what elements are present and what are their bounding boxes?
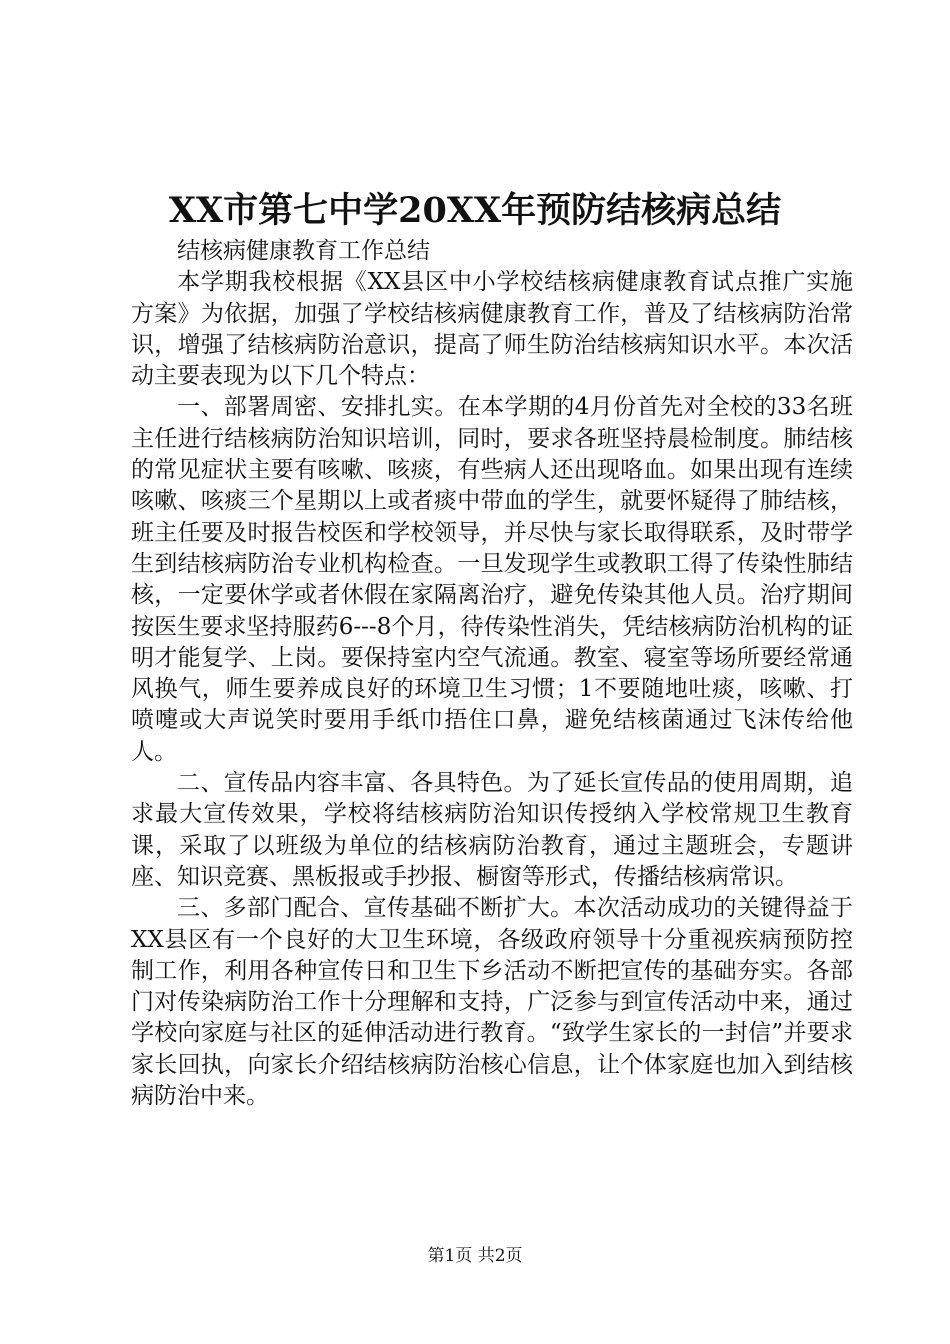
document-body bbox=[131, 236, 853, 1112]
section-three-paragraph: 三、多部门配合、宣传基础不断扩大。本次活动成功的关键得益于XX县区有一个良好的大卫生环境，各级政府领导十分重视疾病预防控制工作，利用各种宣传日和卫生下乡活动不断把宣传的基础夯实。各部门对传染病防治工作十分理解和支持，广泛参与到宣传活动中来，通过学校向家庭与社区的延伸活动进行教育。“致学生家长的一封信”并要求家长回执，向家长介绍结核病防治核心信息，让个体家庭也加入到结核病防治中来。 bbox=[131, 895, 853, 1110]
document-title: XX市第七中学20XX年预防结核病总结 bbox=[168, 190, 782, 231]
section-two-paragraph: 二、宣传品内容丰富、各具特色。为了延长宣传品的使用周期，追求最大宣传效果，学校将结核病防治知识传授纳入学校常规卫生教育课，采取了以班级为单位的结核病防治教育，通过主题班会，专题讲座、知识竞赛、黑板报或手抄报、橱窗等形式，传播结核病常识。 bbox=[131, 770, 853, 890]
intro-paragraph: 本学期我校根据《XX县区中小学校结核病健康教育试点推广实施方案》为依据，加强了学校结核病健康教育工作，普及了结核病防治常识，增强了结核病防治意识，提高了师生防治结核病知识水平。本次活动主要表现为以下几个特点： bbox=[131, 269, 853, 390]
section-one-paragraph: 一、部署周密、安排扎实。在本学期的4月份首先对全校的33名班主任进行结核病防治知识培训，同时，要求各班坚持晨检制度。肺结核的常见症状主要有咳嗽、咳痰，有些病人还出现咯血。如果出现有连续咳嗽、咳痰三个星期以上或者痰中带血的学生，就要怀疑得了肺结核，班主任要及时报告校医和学校领导，并尽快与家长取得联系，及时带学生到结核病防治专业机构检查。一旦发现学生或教职工得了传染性肺结核，一定要休学或者休假在家隔离治疗，避免传染其他人员。治疗期间按医生要求坚持服药6---8个月，待传染性消失，凭结核病防治机构的证明才能复学、上岗。要保持室内空气流通。教室、寝室等场所要经常通风换气，师生要养成良好的环境卫生习惯；1不要随地吐痰，咳嗽、打喷嚏或大声说笑时要用手纸巾捂住口鼻，避免结核菌通过飞沫传给他人。 bbox=[131, 394, 853, 765]
page-footer: 第1页 共2页 bbox=[427, 1246, 523, 1266]
subtitle-paragraph: 结核病健康教育工作总结 bbox=[177, 238, 430, 264]
